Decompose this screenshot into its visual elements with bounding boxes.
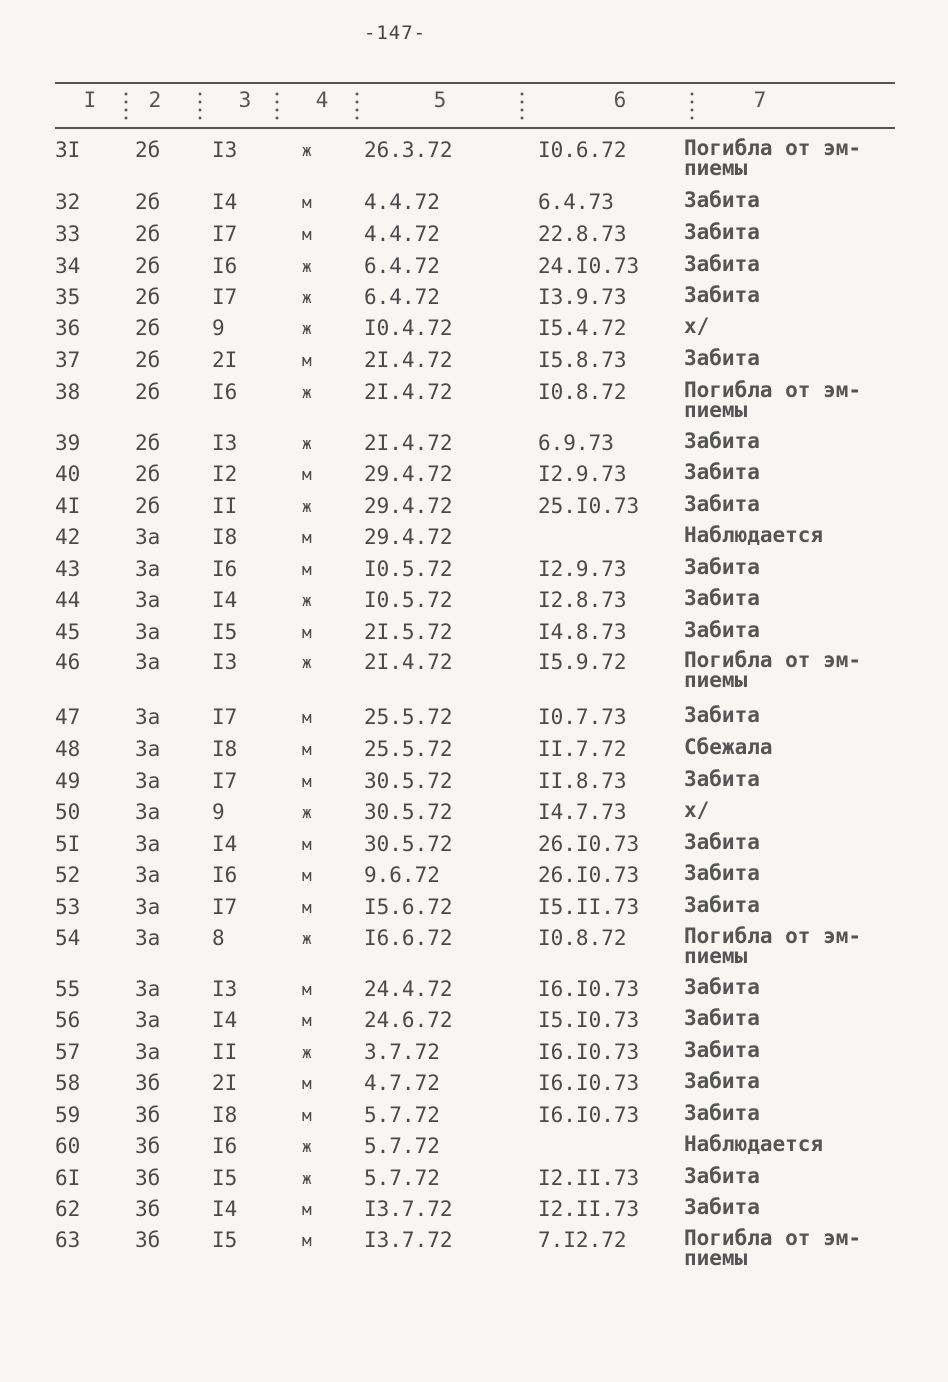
group-code: 2б bbox=[135, 348, 161, 372]
animal-count: I7 bbox=[212, 222, 238, 246]
column-header-6: 6 bbox=[613, 88, 627, 112]
start-date: 4.4.72 bbox=[364, 190, 440, 214]
sex-code: ж bbox=[302, 591, 312, 610]
outcome-note: Забита bbox=[684, 893, 760, 917]
table-row bbox=[0, 136, 948, 180]
page-number: -147- bbox=[363, 22, 427, 44]
row-number: 36 bbox=[55, 316, 81, 340]
animal-count: 9 bbox=[212, 800, 225, 824]
animal-count: I3 bbox=[212, 977, 238, 1001]
table-top-rule bbox=[55, 82, 895, 84]
group-code: 3а bbox=[135, 832, 161, 856]
group-code: 2б bbox=[135, 285, 161, 309]
outcome-note: Наблюдается bbox=[684, 1132, 824, 1156]
outcome-note: Забита bbox=[684, 283, 760, 307]
row-number: 34 bbox=[55, 254, 81, 278]
group-code: 3а bbox=[135, 769, 161, 793]
end-date: I0.8.72 bbox=[538, 380, 627, 404]
group-code: 2б bbox=[135, 190, 161, 214]
group-code: 3а bbox=[135, 557, 161, 581]
group-code: 3б bbox=[135, 1166, 161, 1190]
column-separator bbox=[275, 90, 279, 124]
group-code: 3а bbox=[135, 588, 161, 612]
column-header-4: 4 bbox=[315, 88, 329, 112]
sex-code: м bbox=[302, 1231, 312, 1250]
sex-code: м bbox=[302, 866, 312, 885]
animal-count: 8 bbox=[212, 926, 225, 950]
table-row bbox=[0, 494, 948, 524]
sex-code: м bbox=[302, 980, 312, 999]
animal-count: I4 bbox=[212, 1008, 238, 1032]
column-separator bbox=[690, 90, 694, 124]
group-code: 3а bbox=[135, 895, 161, 919]
animal-count: I3 bbox=[212, 138, 238, 162]
end-date: I0.7.73 bbox=[538, 705, 627, 729]
start-date: 24.6.72 bbox=[364, 1008, 453, 1032]
start-date: 3.7.72 bbox=[364, 1040, 440, 1064]
animal-count: I7 bbox=[212, 769, 238, 793]
animal-count: I4 bbox=[212, 1197, 238, 1221]
outcome-note: Забита bbox=[684, 1069, 760, 1093]
group-code: 2б bbox=[135, 494, 161, 518]
row-number: 55 bbox=[55, 977, 81, 1001]
start-date: 29.4.72 bbox=[364, 462, 453, 486]
end-date: I2.8.73 bbox=[538, 588, 627, 612]
animal-count: I8 bbox=[212, 737, 238, 761]
group-code: 3а bbox=[135, 650, 161, 674]
table-row bbox=[0, 1071, 948, 1101]
end-date: I2.9.73 bbox=[538, 557, 627, 581]
start-date: 5.7.72 bbox=[364, 1134, 440, 1158]
end-date: I4.8.73 bbox=[538, 620, 627, 644]
start-date: 2I.4.72 bbox=[364, 380, 453, 404]
end-date: I5.8.73 bbox=[538, 348, 627, 372]
row-number: 59 bbox=[55, 1103, 81, 1127]
end-date: I5.II.73 bbox=[538, 895, 640, 919]
outcome-note: Забита bbox=[684, 861, 760, 885]
table-row bbox=[0, 316, 948, 346]
row-number: 47 bbox=[55, 705, 81, 729]
row-number: 35 bbox=[55, 285, 81, 309]
row-number: 57 bbox=[55, 1040, 81, 1064]
start-date: 2I.5.72 bbox=[364, 620, 453, 644]
start-date: 9.6.72 bbox=[364, 863, 440, 887]
end-date: 26.I0.73 bbox=[538, 863, 640, 887]
animal-count: I4 bbox=[212, 832, 238, 856]
end-date: I2.9.73 bbox=[538, 462, 627, 486]
start-date: 2I.4.72 bbox=[364, 431, 453, 455]
row-number: 40 bbox=[55, 462, 81, 486]
sex-code: м bbox=[302, 1011, 312, 1030]
table-row bbox=[0, 190, 948, 220]
sex-code: м bbox=[302, 1106, 312, 1125]
sex-code: м bbox=[302, 465, 312, 484]
sex-code: ж bbox=[302, 383, 312, 402]
table-row bbox=[0, 737, 948, 767]
group-code: 3а bbox=[135, 1040, 161, 1064]
outcome-note: х/ bbox=[684, 314, 710, 338]
sex-code: ж bbox=[302, 434, 312, 453]
outcome-note: Погибла от эм- пиемы bbox=[684, 378, 862, 422]
start-date: 26.3.72 bbox=[364, 138, 453, 162]
table-row bbox=[0, 557, 948, 587]
row-number: 42 bbox=[55, 525, 81, 549]
start-date: 24.4.72 bbox=[364, 977, 453, 1001]
end-date: I0.6.72 bbox=[538, 138, 627, 162]
row-number: 32 bbox=[55, 190, 81, 214]
row-number: 6I bbox=[55, 1166, 81, 1190]
animal-count: I6 bbox=[212, 863, 238, 887]
row-number: 53 bbox=[55, 895, 81, 919]
table-row bbox=[0, 863, 948, 893]
row-number: 38 bbox=[55, 380, 81, 404]
sex-code: м bbox=[302, 835, 312, 854]
start-date: 29.4.72 bbox=[364, 525, 453, 549]
sex-code: ж bbox=[302, 653, 312, 672]
group-code: 3б bbox=[135, 1197, 161, 1221]
start-date: 4.7.72 bbox=[364, 1071, 440, 1095]
animal-count: I4 bbox=[212, 588, 238, 612]
animal-count: I8 bbox=[212, 1103, 238, 1127]
animal-count: 2I bbox=[212, 1071, 238, 1095]
animal-count: II bbox=[212, 494, 238, 518]
outcome-note: Забита bbox=[684, 767, 760, 791]
sex-code: ж bbox=[302, 929, 312, 948]
animal-count: I4 bbox=[212, 190, 238, 214]
table-row bbox=[0, 378, 948, 422]
end-date: II.8.73 bbox=[538, 769, 627, 793]
start-date: 25.5.72 bbox=[364, 705, 453, 729]
row-number: 33 bbox=[55, 222, 81, 246]
end-date: I6.I0.73 bbox=[538, 1103, 640, 1127]
table-row bbox=[0, 588, 948, 618]
sex-code: м bbox=[302, 193, 312, 212]
outcome-note: Забита bbox=[684, 220, 760, 244]
group-code: 3а bbox=[135, 863, 161, 887]
row-number: 43 bbox=[55, 557, 81, 581]
start-date: 30.5.72 bbox=[364, 800, 453, 824]
end-date: I6.I0.73 bbox=[538, 1071, 640, 1095]
sex-code: м bbox=[302, 623, 312, 642]
table-row bbox=[0, 348, 948, 378]
table-row bbox=[0, 1226, 948, 1270]
outcome-note: Забита bbox=[684, 618, 760, 642]
end-date: I5.9.72 bbox=[538, 650, 627, 674]
sex-code: м bbox=[302, 898, 312, 917]
outcome-note: Забита bbox=[684, 703, 760, 727]
outcome-note: Забита bbox=[684, 1101, 760, 1125]
table-row bbox=[0, 924, 948, 968]
sex-code: ж bbox=[302, 1169, 312, 1188]
sex-code: м bbox=[302, 1074, 312, 1093]
end-date: I5.4.72 bbox=[538, 316, 627, 340]
table-row bbox=[0, 431, 948, 461]
outcome-note: Забита bbox=[684, 346, 760, 370]
sex-code: ж bbox=[302, 319, 312, 338]
start-date: 25.5.72 bbox=[364, 737, 453, 761]
sex-code: м bbox=[302, 1200, 312, 1219]
sex-code: м bbox=[302, 560, 312, 579]
table-row bbox=[0, 648, 948, 692]
row-number: 49 bbox=[55, 769, 81, 793]
column-header-5: 5 bbox=[433, 88, 447, 112]
group-code: 2б bbox=[135, 254, 161, 278]
sex-code: м bbox=[302, 772, 312, 791]
start-date: I0.5.72 bbox=[364, 557, 453, 581]
animal-count: I3 bbox=[212, 650, 238, 674]
row-number: 4I bbox=[55, 494, 81, 518]
group-code: 3б bbox=[135, 1228, 161, 1252]
group-code: 2б bbox=[135, 138, 161, 162]
outcome-note: Наблюдается bbox=[684, 523, 824, 547]
end-date: II.7.72 bbox=[538, 737, 627, 761]
outcome-note: Забита bbox=[684, 1195, 760, 1219]
sex-code: ж bbox=[302, 497, 312, 516]
animal-count: I6 bbox=[212, 557, 238, 581]
table-row bbox=[0, 1008, 948, 1038]
animal-count: I7 bbox=[212, 285, 238, 309]
table-row bbox=[0, 285, 948, 315]
start-date: 30.5.72 bbox=[364, 832, 453, 856]
row-number: 56 bbox=[55, 1008, 81, 1032]
animal-count: 9 bbox=[212, 316, 225, 340]
start-date: I3.7.72 bbox=[364, 1228, 453, 1252]
end-date: 26.I0.73 bbox=[538, 832, 640, 856]
table-header-rule bbox=[55, 127, 895, 129]
table-row bbox=[0, 1134, 948, 1164]
start-date: 6.4.72 bbox=[364, 285, 440, 309]
outcome-note: Забита bbox=[684, 586, 760, 610]
animal-count: I6 bbox=[212, 254, 238, 278]
sex-code: ж bbox=[302, 1043, 312, 1062]
column-separator bbox=[124, 90, 128, 124]
outcome-note: Забита bbox=[684, 492, 760, 516]
table-row bbox=[0, 705, 948, 735]
outcome-note: Забита bbox=[684, 252, 760, 276]
start-date: 5.7.72 bbox=[364, 1103, 440, 1127]
end-date: 6.9.73 bbox=[538, 431, 614, 455]
end-date: I2.II.73 bbox=[538, 1197, 640, 1221]
end-date: I3.9.73 bbox=[538, 285, 627, 309]
sex-code: ж bbox=[302, 803, 312, 822]
animal-count: I7 bbox=[212, 705, 238, 729]
sex-code: м bbox=[302, 708, 312, 727]
table-row bbox=[0, 895, 948, 925]
animal-count: I3 bbox=[212, 431, 238, 455]
animal-count: I8 bbox=[212, 525, 238, 549]
start-date: 30.5.72 bbox=[364, 769, 453, 793]
end-date: 25.I0.73 bbox=[538, 494, 640, 518]
group-code: 2б bbox=[135, 462, 161, 486]
end-date: I6.I0.73 bbox=[538, 977, 640, 1001]
group-code: 2б bbox=[135, 222, 161, 246]
outcome-note: Забита bbox=[684, 429, 760, 453]
row-number: 54 bbox=[55, 926, 81, 950]
row-number: 44 bbox=[55, 588, 81, 612]
group-code: 2б bbox=[135, 380, 161, 404]
group-code: 3а bbox=[135, 977, 161, 1001]
outcome-note: Погибла от эм- пиемы bbox=[684, 648, 862, 692]
table-row bbox=[0, 977, 948, 1007]
outcome-note: Забита bbox=[684, 555, 760, 579]
outcome-note: Забита bbox=[684, 1164, 760, 1188]
end-date: 24.I0.73 bbox=[538, 254, 640, 278]
end-date: I6.I0.73 bbox=[538, 1040, 640, 1064]
table-row bbox=[0, 1197, 948, 1227]
column-header-7: 7 bbox=[753, 88, 767, 112]
table-row bbox=[0, 222, 948, 252]
animal-count: 2I bbox=[212, 348, 238, 372]
column-separator bbox=[355, 90, 359, 124]
row-number: 37 bbox=[55, 348, 81, 372]
table-row bbox=[0, 254, 948, 284]
sex-code: ж bbox=[302, 288, 312, 307]
sex-code: м bbox=[302, 351, 312, 370]
column-separator bbox=[520, 90, 524, 124]
group-code: 3б bbox=[135, 1071, 161, 1095]
row-number: 39 bbox=[55, 431, 81, 455]
end-date: 7.I2.72 bbox=[538, 1228, 627, 1252]
sex-code: ж bbox=[302, 141, 312, 160]
group-code: 3а bbox=[135, 800, 161, 824]
animal-count: I6 bbox=[212, 380, 238, 404]
outcome-note: Забита bbox=[684, 460, 760, 484]
table-row bbox=[0, 832, 948, 862]
animal-count: I5 bbox=[212, 1166, 238, 1190]
outcome-note: х/ bbox=[684, 798, 710, 822]
outcome-note: Забита bbox=[684, 1038, 760, 1062]
column-header-2: 2 bbox=[148, 88, 162, 112]
start-date: I3.7.72 bbox=[364, 1197, 453, 1221]
table-row bbox=[0, 800, 948, 830]
table-header bbox=[0, 88, 948, 124]
end-date: I0.8.72 bbox=[538, 926, 627, 950]
table-row bbox=[0, 1040, 948, 1070]
group-code: 2б bbox=[135, 431, 161, 455]
start-date: 6.4.72 bbox=[364, 254, 440, 278]
sex-code: ж bbox=[302, 1137, 312, 1156]
group-code: 3б bbox=[135, 1103, 161, 1127]
row-number: 45 bbox=[55, 620, 81, 644]
column-separator bbox=[198, 90, 202, 124]
table-row bbox=[0, 1103, 948, 1133]
end-date: 6.4.73 bbox=[538, 190, 614, 214]
row-number: 52 bbox=[55, 863, 81, 887]
start-date: I0.5.72 bbox=[364, 588, 453, 612]
outcome-note: Погибла от эм- пиемы bbox=[684, 1226, 862, 1270]
sex-code: м bbox=[302, 528, 312, 547]
end-date: I5.I0.73 bbox=[538, 1008, 640, 1032]
group-code: 3а bbox=[135, 737, 161, 761]
sex-code: м bbox=[302, 225, 312, 244]
start-date: 2I.4.72 bbox=[364, 650, 453, 674]
start-date: I6.6.72 bbox=[364, 926, 453, 950]
group-code: 3а bbox=[135, 525, 161, 549]
table-row bbox=[0, 462, 948, 492]
animal-count: II bbox=[212, 1040, 238, 1064]
group-code: 3а bbox=[135, 1008, 161, 1032]
row-number: 48 bbox=[55, 737, 81, 761]
animal-count: I7 bbox=[212, 895, 238, 919]
outcome-note: Забита bbox=[684, 1006, 760, 1030]
outcome-note: Забита bbox=[684, 975, 760, 999]
start-date: 5.7.72 bbox=[364, 1166, 440, 1190]
group-code: 3а bbox=[135, 926, 161, 950]
end-date: I4.7.73 bbox=[538, 800, 627, 824]
table-row bbox=[0, 620, 948, 650]
table-row bbox=[0, 769, 948, 799]
row-number: 5I bbox=[55, 832, 81, 856]
row-number: 60 bbox=[55, 1134, 81, 1158]
row-number: 62 bbox=[55, 1197, 81, 1221]
start-date: 2I.4.72 bbox=[364, 348, 453, 372]
table-row bbox=[0, 525, 948, 555]
outcome-note: Забита bbox=[684, 188, 760, 212]
row-number: 58 bbox=[55, 1071, 81, 1095]
end-date: 22.8.73 bbox=[538, 222, 627, 246]
animal-count: I5 bbox=[212, 620, 238, 644]
start-date: 29.4.72 bbox=[364, 494, 453, 518]
end-date: I2.II.73 bbox=[538, 1166, 640, 1190]
sex-code: ж bbox=[302, 257, 312, 276]
group-code: 2б bbox=[135, 316, 161, 340]
row-number: 46 bbox=[55, 650, 81, 674]
sex-code: м bbox=[302, 740, 312, 759]
column-header-1: I bbox=[83, 88, 97, 112]
animal-count: I5 bbox=[212, 1228, 238, 1252]
row-number: 63 bbox=[55, 1228, 81, 1252]
table-row bbox=[0, 1166, 948, 1196]
start-date: 4.4.72 bbox=[364, 222, 440, 246]
start-date: I0.4.72 bbox=[364, 316, 453, 340]
start-date: I5.6.72 bbox=[364, 895, 453, 919]
row-number: 3I bbox=[55, 138, 81, 162]
outcome-note: Погибла от эм- пиемы bbox=[684, 136, 862, 180]
animal-count: I6 bbox=[212, 1134, 238, 1158]
row-number: 50 bbox=[55, 800, 81, 824]
animal-count: I2 bbox=[212, 462, 238, 486]
outcome-note: Забита bbox=[684, 830, 760, 854]
group-code: 3а bbox=[135, 620, 161, 644]
group-code: 3б bbox=[135, 1134, 161, 1158]
column-header-3: 3 bbox=[238, 88, 252, 112]
outcome-note: Сбежала bbox=[684, 735, 773, 759]
group-code: 3а bbox=[135, 705, 161, 729]
outcome-note: Погибла от эм- пиемы bbox=[684, 924, 862, 968]
